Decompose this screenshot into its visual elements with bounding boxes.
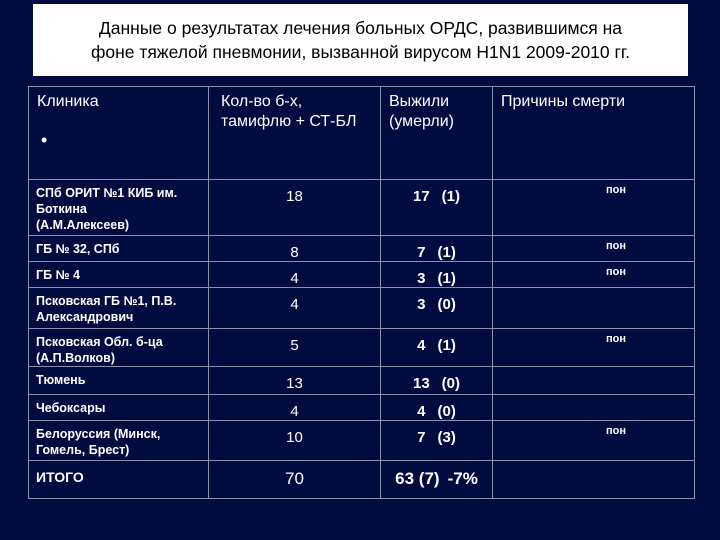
total-survived-cell [381, 461, 493, 499]
died-value: (3) [437, 429, 456, 446]
cause-value [493, 395, 694, 399]
total-label: ИТОГО [36, 469, 84, 485]
died-value: (1) [437, 270, 456, 287]
died-value: (0) [441, 375, 461, 392]
survived-cell [381, 367, 493, 395]
survived-cell [381, 395, 493, 421]
slide-title-line-1: Данные о результатах лечения больных ОРДС, развившимся на [98, 18, 623, 38]
total-count-value: 70 [285, 469, 304, 488]
cause-cell [493, 395, 695, 421]
header-count-label: Кол-во б-х, тамифлю + СТ-БЛ [221, 93, 357, 130]
cause-value: пон [605, 266, 626, 278]
cause-cell [493, 367, 695, 395]
slide-title [33, 4, 688, 76]
clinic-name-line: Чебоксары [36, 401, 106, 415]
table-row [29, 421, 695, 461]
results-table [28, 86, 695, 499]
survived-value: 3 [417, 296, 426, 313]
table-row [29, 236, 695, 262]
total-mortality-percent: -7% [447, 469, 478, 488]
cause-cell [493, 421, 695, 461]
died-value: (0) [437, 296, 456, 313]
clinic-cell [29, 236, 209, 262]
count-cell [209, 288, 381, 329]
count-value: 5 [290, 337, 299, 354]
clinic-name-line: (А.П.Волков) [36, 351, 115, 365]
table-row [29, 367, 695, 395]
table-header-row [29, 87, 695, 180]
count-cell [209, 262, 381, 288]
count-value: 4 [290, 270, 299, 287]
count-value: 8 [290, 244, 299, 261]
count-value: 18 [286, 188, 303, 205]
clinic-name-line: Александрович [36, 310, 134, 324]
clinic-name-line: ГБ № 4 [36, 268, 80, 282]
clinic-cell [29, 395, 209, 421]
cause-cell [493, 329, 695, 367]
cause-value [493, 288, 694, 292]
cause-cell [493, 236, 695, 262]
header-survived [381, 87, 493, 180]
died-value: (1) [437, 337, 456, 354]
survived-cell [381, 329, 493, 367]
died-value: (0) [437, 403, 456, 420]
cause-cell [493, 288, 695, 329]
clinic-cell [29, 262, 209, 288]
survived-cell [381, 288, 493, 329]
died-value: (1) [437, 244, 456, 261]
cause-value: пон [605, 184, 626, 196]
table-row [29, 288, 695, 329]
count-cell [209, 180, 381, 236]
clinic-cell [29, 329, 209, 367]
cause-value: пон [605, 240, 626, 252]
survived-value: 13 [412, 375, 430, 392]
survived-value: 4 [417, 337, 426, 354]
table-row [29, 180, 695, 236]
clinic-cell [29, 180, 209, 236]
survived-value: 3 [417, 270, 426, 287]
total-row [29, 461, 695, 499]
survived-cell [381, 421, 493, 461]
count-cell [209, 367, 381, 395]
table-row [29, 329, 695, 367]
clinic-cell [29, 288, 209, 329]
clinic-cell [29, 421, 209, 461]
count-cell [209, 329, 381, 367]
header-clinic [29, 87, 209, 180]
survived-value: 4 [417, 403, 426, 420]
header-cause-label: Причины смерти [501, 93, 626, 110]
cause-value [493, 367, 694, 371]
clinic-name-line: ГБ № 32, СПб [36, 242, 120, 256]
clinic-cell [29, 367, 209, 395]
count-value: 4 [290, 403, 299, 420]
total-label-cell [29, 461, 209, 499]
survived-cell [381, 262, 493, 288]
clinic-name-line: СПб ОРИТ №1 КИБ им. [36, 186, 178, 200]
survived-cell [381, 180, 493, 236]
total-cause-cell [493, 461, 695, 499]
table-row [29, 395, 695, 421]
count-cell [209, 395, 381, 421]
clinic-name-line: Псковская ГБ №1, П.В. [36, 294, 177, 308]
clinic-name-line: Белоруссия (Минск, [36, 427, 161, 441]
header-count [209, 87, 381, 180]
count-value: 13 [286, 375, 303, 392]
table-row [29, 262, 695, 288]
cause-cell [493, 262, 695, 288]
header-cause [493, 87, 695, 180]
count-cell [209, 421, 381, 461]
survived-cell [381, 236, 493, 262]
header-clinic-label: Клиника [37, 93, 99, 110]
count-cell [209, 236, 381, 262]
cause-cell [493, 180, 695, 236]
survived-value: 7 [417, 244, 426, 261]
count-value: 4 [290, 296, 299, 313]
total-survived-value: 63 (7) [395, 469, 440, 488]
survived-value: 7 [417, 429, 426, 446]
total-count-cell [209, 461, 381, 499]
slide-title-line-2: фоне тяжелой пневмонии, вызванной вирусом H1N1 2009-2010 гг. [90, 42, 630, 62]
clinic-name-line: Тюмень [36, 373, 86, 387]
died-value: (1) [441, 188, 461, 205]
clinic-name-line: (А.М.Алексеев) [36, 218, 130, 232]
clinic-name-line: Гомель, Брест) [36, 443, 130, 457]
clinic-name-line: Боткина [36, 202, 87, 216]
cause-value: пон [605, 333, 626, 345]
survived-value: 17 [412, 188, 430, 205]
cause-value: пон [605, 425, 626, 437]
bullet-point: • [41, 130, 48, 150]
header-survived-label: Выжили (умерли) [389, 93, 454, 130]
clinic-name-line: Псковская Обл. б-ца [36, 335, 163, 349]
count-value: 10 [286, 429, 303, 446]
